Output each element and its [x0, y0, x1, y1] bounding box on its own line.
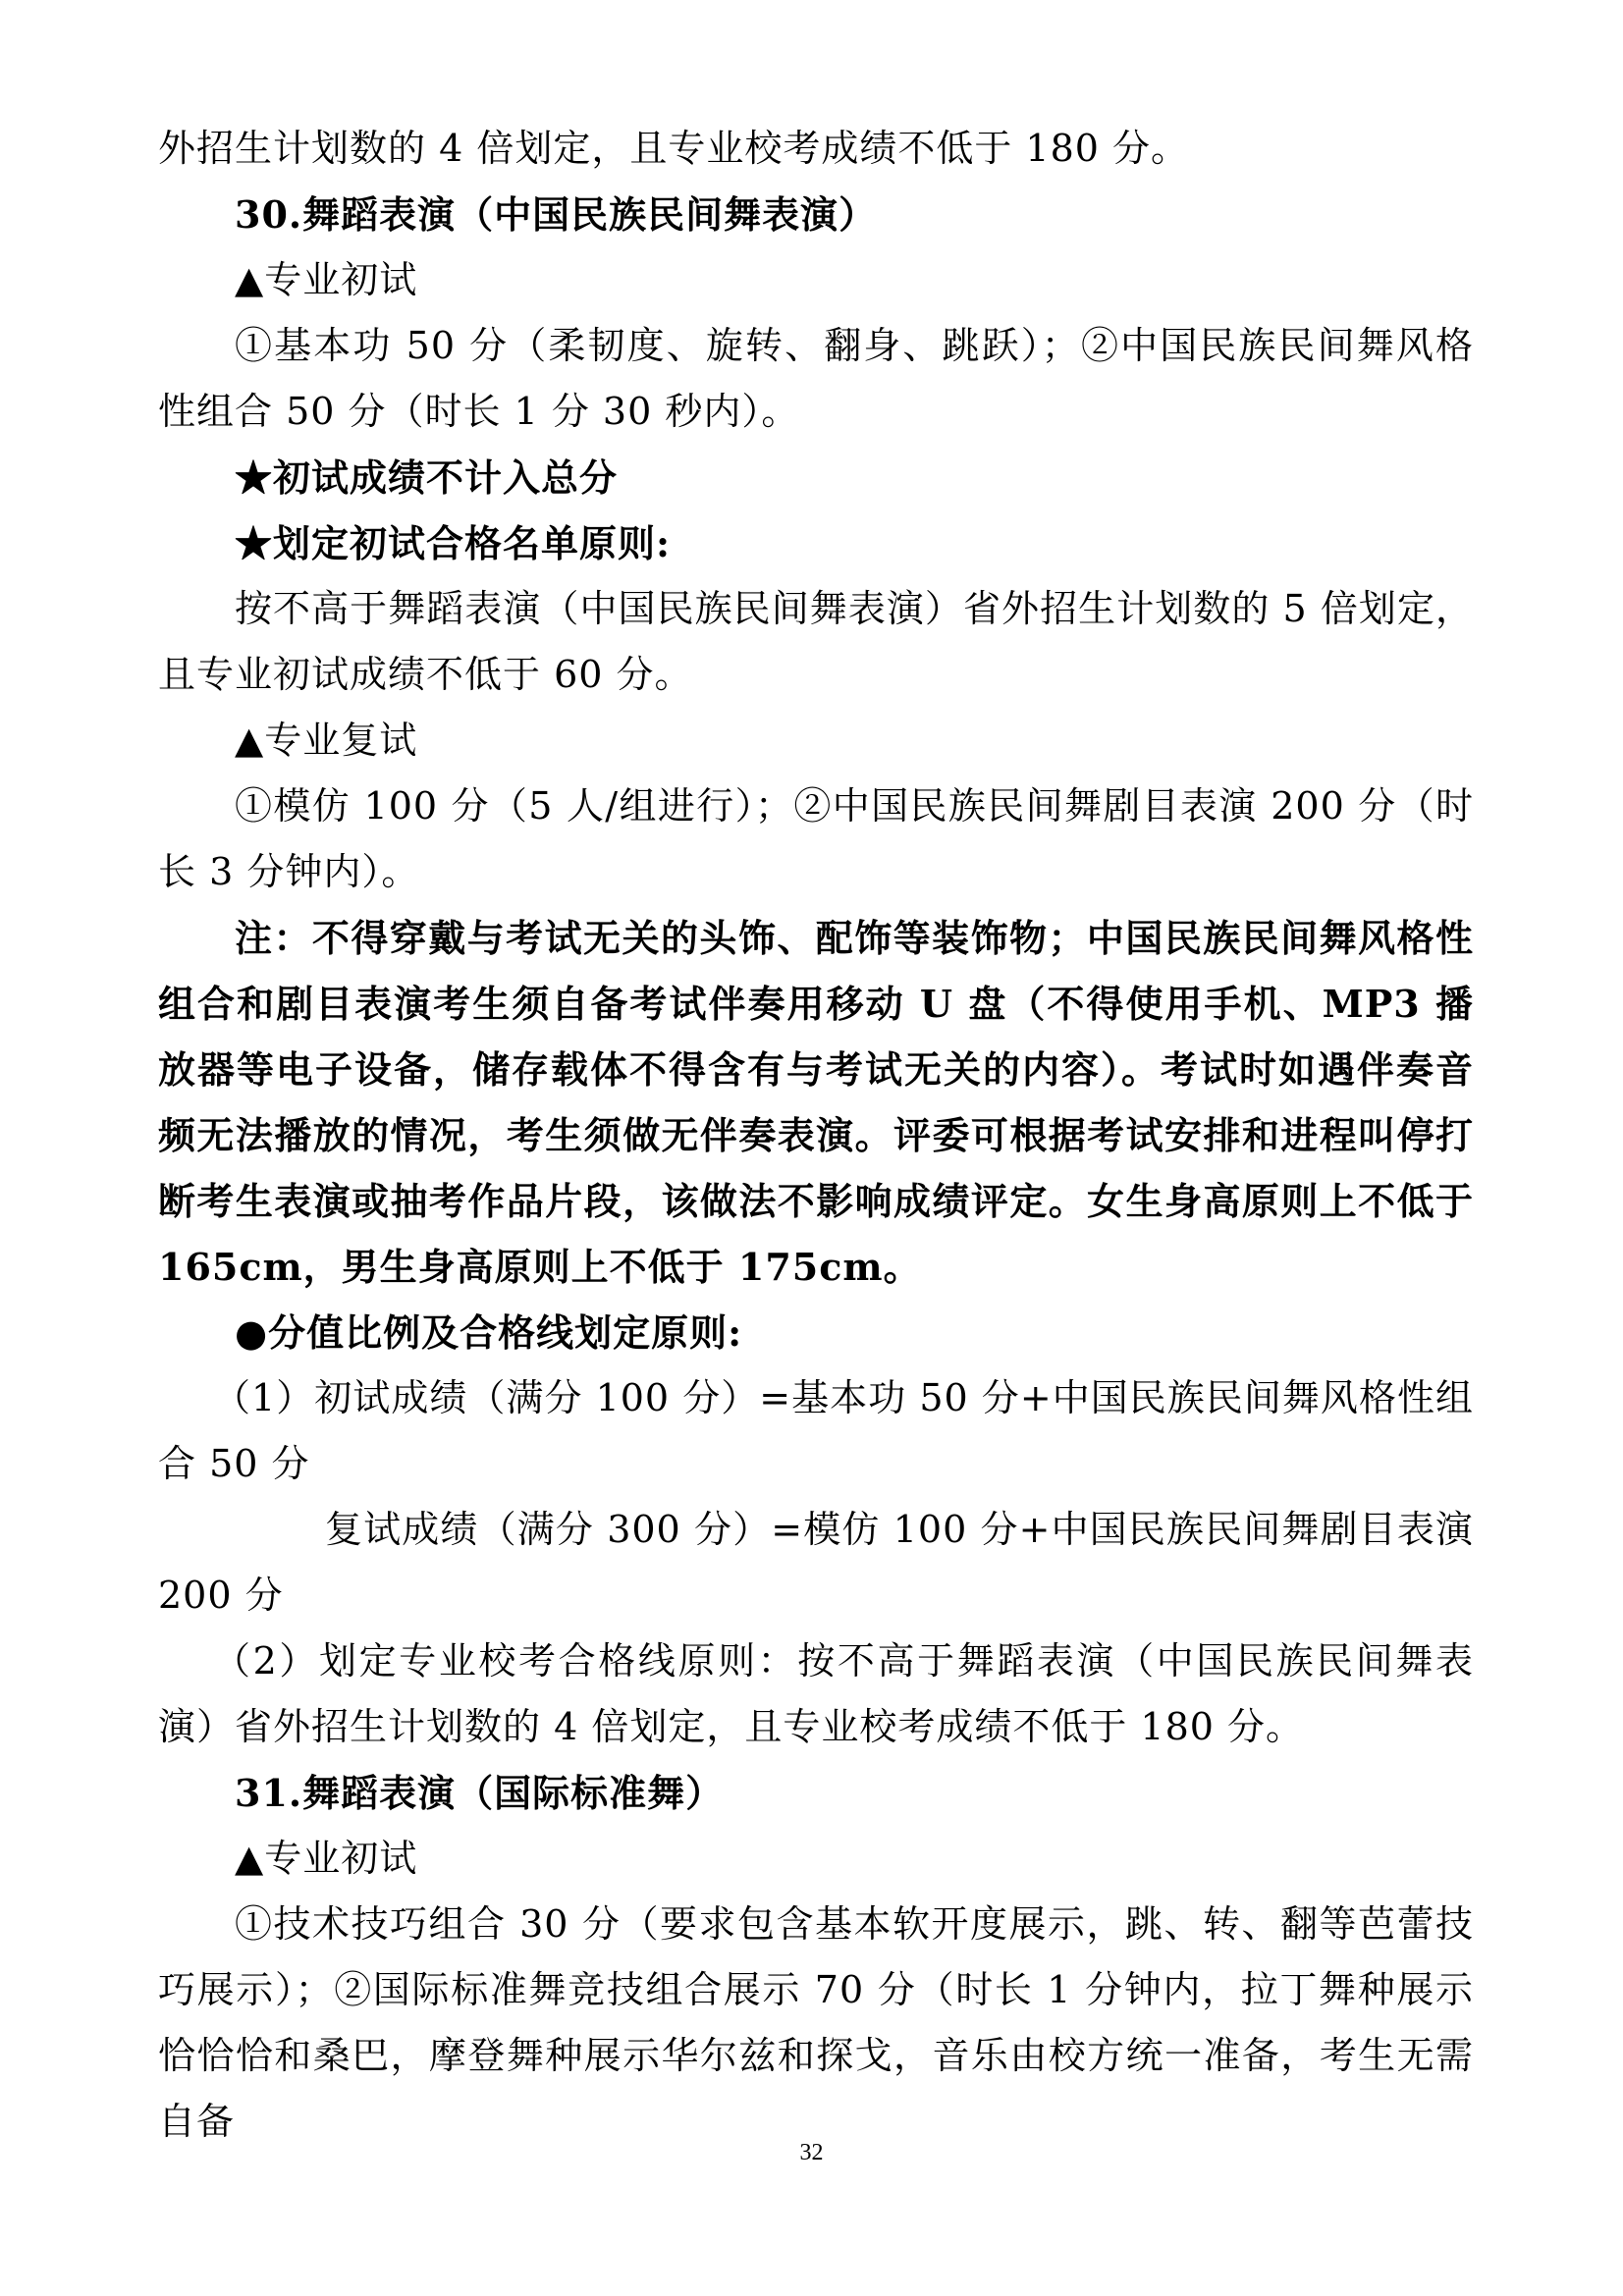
- subheading-preliminary-31: ▲专业初试: [235, 1837, 418, 1880]
- subheading-retest: ▲专业复试: [235, 719, 418, 762]
- section-heading-31: 31.舞蹈表演（国际标准舞）: [235, 1771, 725, 1815]
- paragraph-preliminary-score-formula: （1）初试成绩（满分 100 分）=基本功 50 分+中国民族民间舞风格性组合 50 分: [158, 1376, 1474, 1485]
- section-heading-30: 30.舞蹈表演（中国民族民间舞表演）: [235, 192, 878, 237]
- paragraph-note: 注：不得穿戴与考试无关的头饰、配饰等装饰物；中国民族民间舞风格性组合和剧目表演考生须自备考试伴奏用移动 U 盘（不得使用手机、MP3 播放器等电子设备，储存载体不得含有与考试无关的内容）。考试时如遇伴奏音频无法播放的情况，考生须做无伴奏表演。评委可根据考试安排和进程叫停打断考生表演或抽考作品片段，该做法不影响成绩评定。女生身高原则上不低于 165cm，男生身高原则上不低于 175cm。: [158, 916, 1474, 1289]
- subheading-preliminary-score-note: ★初试成绩不计入总分: [235, 455, 619, 500]
- paragraph-retest-score-formula: 复试成绩（满分 300 分）=模仿 100 分+中国民族民间舞剧目表演 200 分: [158, 1508, 1474, 1617]
- paragraph-preliminary-items: ①基本功 50 分（柔韧度、旋转、翻身、跳跃）；②中国民族民间舞风格性组合 50 分（时长 1 分 30 秒内）。: [158, 324, 1474, 433]
- paragraph-preliminary-pass-rule: 按不高于舞蹈表演（中国民族民间舞表演）省外招生计划数的 5 倍划定，且专业初试成绩不低于 60 分。: [158, 587, 1474, 696]
- subheading-preliminary: ▲专业初试: [235, 258, 418, 301]
- paragraph-preliminary-items-31: ①技术技巧组合 30 分（要求包含基本软开度展示，跳、转、翻等芭蕾技巧展示）；②国际标准舞竞技组合展示 70 分（时长 1 分钟内，拉丁舞种展示恰恰恰和桑巴，摩登舞种展示华尔兹和探戈，音乐由校方统一准备，考生无需自备: [158, 1902, 1474, 2143]
- subheading-score-ratio: ●分值比例及合格线划定原则:: [235, 1310, 743, 1355]
- page-body: [158, 116, 1474, 2155]
- subheading-preliminary-pass-principle: ★划定初试合格名单原则:: [235, 521, 672, 565]
- paragraph-retest-items: ①模仿 100 分（5 人/组进行）；②中国民族民间舞剧目表演 200 分（时长 3 分钟内）。: [158, 784, 1474, 893]
- page-number: 32: [799, 2140, 824, 2165]
- paragraph-pass-line-rule: （2）划定专业校考合格线原则：按不高于舞蹈表演（中国民族民间舞表演）省外招生计划数的 4 倍划定，且专业校考成绩不低于 180 分。: [158, 1639, 1474, 1748]
- paragraph-continuation: 外招生计划数的 4 倍划定，且专业校考成绩不低于 180 分。: [158, 127, 1190, 170]
